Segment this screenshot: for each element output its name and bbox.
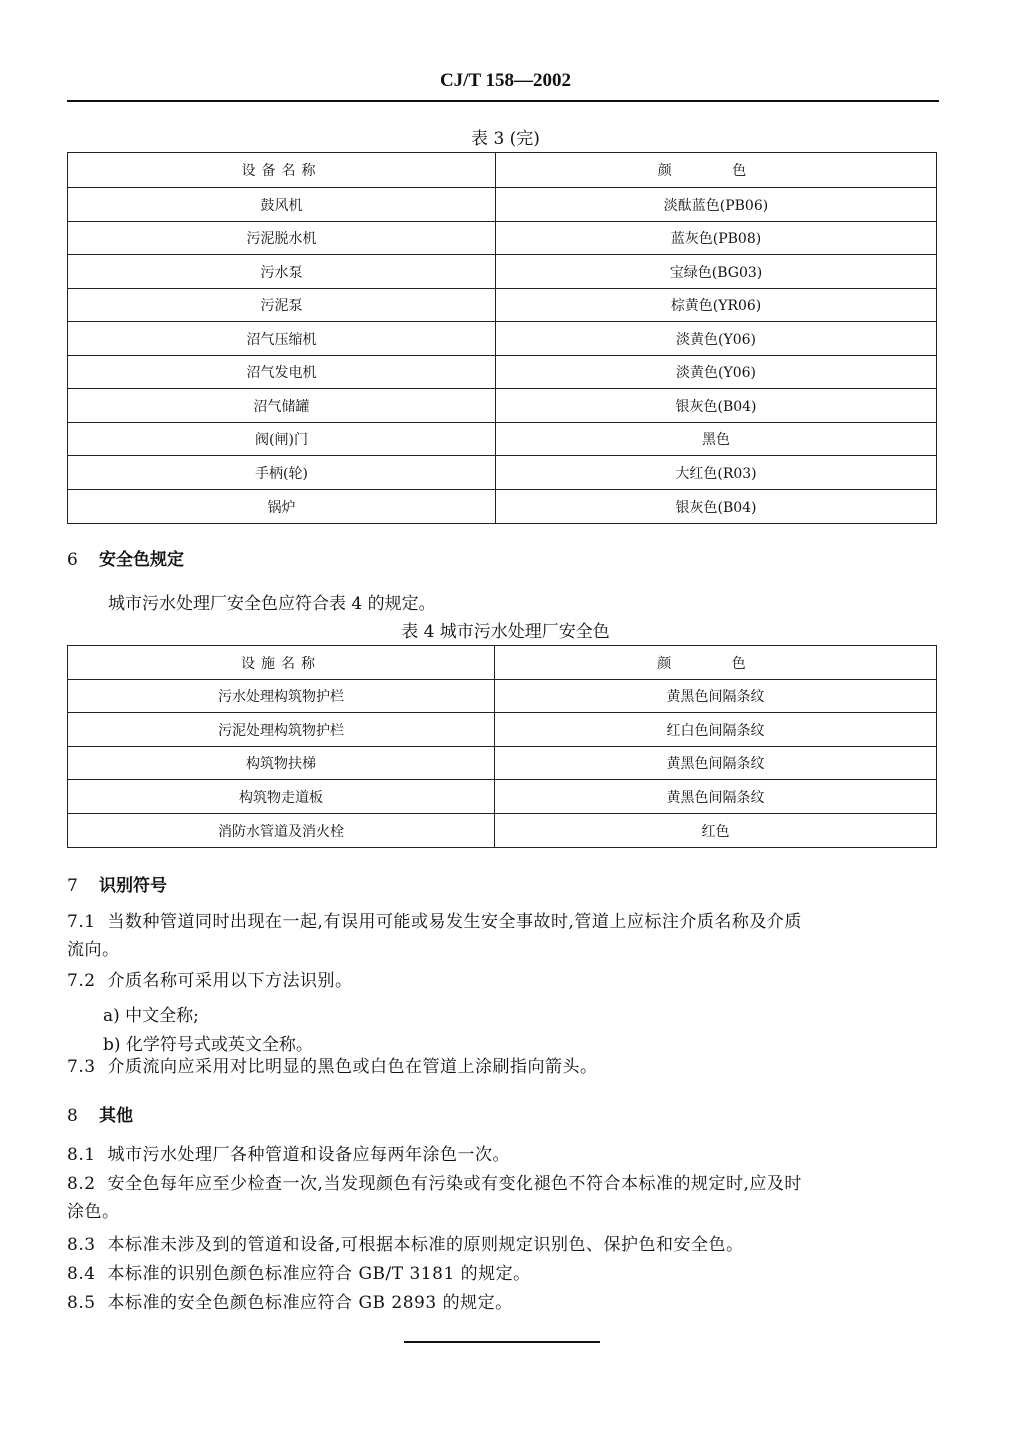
header-rule xyxy=(67,100,939,102)
device-name: 沼气发电机 xyxy=(68,356,496,389)
clause-number: 8.3 xyxy=(67,1235,96,1255)
section8-title: 其他 xyxy=(99,1106,133,1126)
table-row xyxy=(68,814,937,848)
clause-8-5 xyxy=(67,1289,939,1317)
clause-8-2 xyxy=(67,1170,939,1226)
device-color: 淡黄色(Y06) xyxy=(496,322,937,356)
clause-number: 8.1 xyxy=(67,1145,96,1165)
clause-text-continued: 流向。 xyxy=(67,940,120,960)
device-color: 大红色(R03) xyxy=(496,456,937,490)
device-name: 污泥脱水机 xyxy=(68,222,496,255)
device-color: 淡酞蓝色(PB06) xyxy=(496,188,937,222)
clause-text: 城市污水处理厂各种管道和设备应每两年涂色一次。 xyxy=(107,1145,511,1165)
clause-text: 介质名称可采用以下方法识别。 xyxy=(107,971,353,991)
facility-color: 黄黑色间隔条纹 xyxy=(495,747,937,780)
device-color: 淡黄色(Y06) xyxy=(496,356,937,389)
table-row xyxy=(68,456,937,490)
table-row xyxy=(68,747,937,780)
facility-color: 红白色间隔条纹 xyxy=(495,713,937,747)
section6-intro: 城市污水处理厂安全色应符合表 4 的规定。 xyxy=(108,594,436,614)
table-row xyxy=(68,188,937,222)
table3-header-color: 颜 色 xyxy=(496,153,937,188)
section7-heading xyxy=(67,871,167,896)
clause-number: 8.4 xyxy=(67,1264,96,1284)
table-row xyxy=(68,423,937,456)
section6-title: 安全色规定 xyxy=(99,550,184,570)
table-row xyxy=(68,222,937,255)
device-name: 阀(闸)门 xyxy=(68,423,496,456)
clause-text: 安全色每年应至少检查一次,当发现颜色有污染或有变化褪色不符合本标准的规定时,应及时 xyxy=(107,1174,802,1194)
table-row xyxy=(68,490,937,524)
facility-name: 构筑物扶梯 xyxy=(68,747,495,780)
device-color: 蓝灰色(PB08) xyxy=(496,222,937,255)
section8-number: 8 xyxy=(67,1106,78,1126)
list-item-b: b) 化学符号式或英文全称。 xyxy=(103,1035,313,1055)
clause-7-2 xyxy=(67,967,939,995)
clause-text: 介质流向应采用对比明显的黑色或白色在管道上涂刷指向箭头。 xyxy=(107,1057,598,1077)
device-color: 银灰色(B04) xyxy=(496,490,937,524)
facility-color: 黄黑色间隔条纹 xyxy=(495,680,937,713)
section6-heading xyxy=(67,545,184,570)
facility-name: 污水处理构筑物护栏 xyxy=(68,680,495,713)
table4-caption: 表 4 城市污水处理厂安全色 xyxy=(401,622,610,642)
table4 xyxy=(67,645,937,848)
device-name: 锅炉 xyxy=(68,490,496,524)
facility-name: 消防水管道及消火栓 xyxy=(68,814,495,848)
clause-number: 8.5 xyxy=(67,1293,96,1313)
clause-number: 7.2 xyxy=(67,971,96,991)
section8-heading xyxy=(67,1101,133,1126)
facility-color: 黄黑色间隔条纹 xyxy=(495,780,937,814)
table4-header-facility: 设施名称 xyxy=(68,646,495,680)
clause-text: 本标准的识别色颜色标准应符合 GB/T 3181 的规定。 xyxy=(107,1264,531,1284)
table-row xyxy=(68,680,937,713)
table-row xyxy=(68,289,937,322)
device-name: 污泥泵 xyxy=(68,289,496,322)
device-name: 鼓风机 xyxy=(68,188,496,222)
table4-header-color: 颜 色 xyxy=(495,646,937,680)
table3-caption: 表 3 (完) xyxy=(471,129,540,149)
clause-number: 7.1 xyxy=(67,912,96,932)
clause-8-4 xyxy=(67,1260,939,1288)
table-row xyxy=(68,780,937,814)
clause-text-continued: 涂色。 xyxy=(67,1202,120,1222)
clause-8-1 xyxy=(67,1141,939,1169)
facility-name: 构筑物走道板 xyxy=(68,780,495,814)
device-color: 宝绿色(BG03) xyxy=(496,255,937,289)
clause-8-3 xyxy=(67,1231,939,1259)
section6-number: 6 xyxy=(67,550,78,570)
clause-text: 本标准的安全色颜色标准应符合 GB 2893 的规定。 xyxy=(107,1293,513,1313)
footer-rule xyxy=(404,1341,600,1343)
table4-body xyxy=(68,680,937,848)
page-header: CJ/T 158—2002 xyxy=(439,70,572,91)
clause-text: 本标准未涉及到的管道和设备,可根据本标准的原则规定识别色、保护色和安全色。 xyxy=(107,1235,744,1255)
clause-number: 8.2 xyxy=(67,1174,96,1194)
table3 xyxy=(67,152,937,524)
section7-title: 识别符号 xyxy=(99,876,167,896)
facility-name: 污泥处理构筑物护栏 xyxy=(68,713,495,747)
table-row xyxy=(68,356,937,389)
section7-number: 7 xyxy=(67,876,78,896)
device-name: 沼气压缩机 xyxy=(68,322,496,356)
clause-7-1 xyxy=(67,908,939,964)
device-name: 污水泵 xyxy=(68,255,496,289)
device-color: 棕黄色(YR06) xyxy=(496,289,937,322)
table-row xyxy=(68,255,937,289)
list-item-a: a) 中文全称; xyxy=(103,1006,199,1026)
facility-color: 红色 xyxy=(495,814,937,848)
clause-7-3 xyxy=(67,1053,939,1081)
device-name: 沼气储罐 xyxy=(68,389,496,423)
device-name: 手柄(轮) xyxy=(68,456,496,490)
table-row xyxy=(68,389,937,423)
clause-number: 7.3 xyxy=(67,1057,96,1077)
table3-body xyxy=(68,188,937,524)
table3-header-device: 设备名称 xyxy=(68,153,496,188)
device-color: 黑色 xyxy=(496,423,937,456)
table-row xyxy=(68,322,937,356)
table-row xyxy=(68,713,937,747)
device-color: 银灰色(B04) xyxy=(496,389,937,423)
clause-text: 当数种管道同时出现在一起,有误用可能或易发生安全事故时,管道上应标注介质名称及介质 xyxy=(107,912,802,932)
